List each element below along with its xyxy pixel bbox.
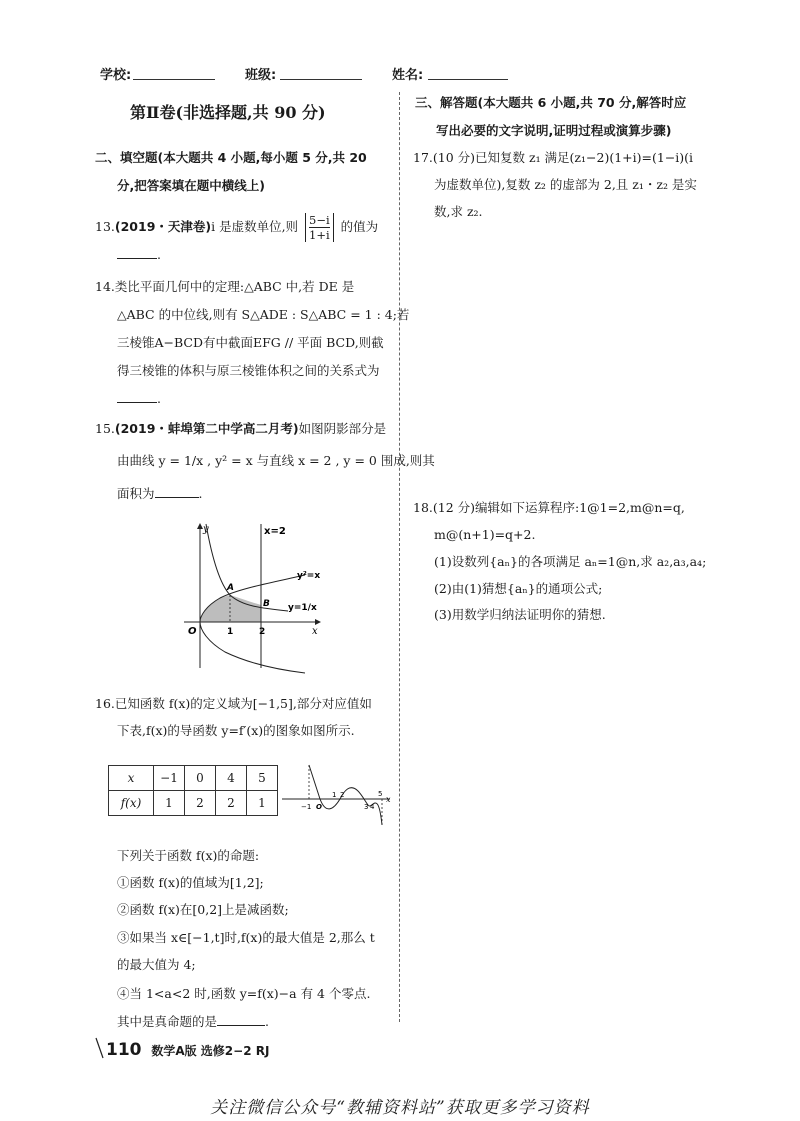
q15-source: (2019・蚌埠第二中学高二月考) xyxy=(114,421,299,436)
q16-label-3: 3 xyxy=(364,803,369,811)
q15-x-label: x xyxy=(312,626,318,637)
q13-denominator: 1+i xyxy=(309,228,330,242)
q18-line-5: (3)用数学归纳法证明你的猜想. xyxy=(434,607,606,622)
q16-item-1: ①函数 f(x)的值域为[1,2]; xyxy=(117,875,264,890)
q16-derivative-graph xyxy=(282,757,394,829)
q16-item-3-cont: 的最大值为 4; xyxy=(117,957,196,972)
q16-line-1: 16.已知函数 f(x)的定义域为[−1,5],部分对应值如 xyxy=(95,696,372,711)
q16-label-2: 2 xyxy=(340,791,345,799)
part3-title-2: 写出必要的文字说明,证明过程或演算步骤) xyxy=(436,123,672,138)
q16-label-neg1: −1 xyxy=(301,803,312,811)
q13-tail: 的值为 xyxy=(340,219,379,234)
table-cell: 0 xyxy=(185,766,216,791)
q13-abs-fraction xyxy=(305,213,334,242)
table-cell: 1 xyxy=(247,791,278,816)
q15-line3-text: 面积为 xyxy=(117,486,155,501)
q15-parabola xyxy=(200,575,305,673)
class-label: 班级: xyxy=(245,68,277,83)
q16-label-origin: O xyxy=(316,803,322,811)
column-divider xyxy=(399,92,400,1022)
q18-line-2: m@(n+1)=q+2. xyxy=(434,527,536,542)
q16-item-2: ②函数 f(x)在[0,2]上是减函数; xyxy=(117,902,289,917)
part3-title-1: 三、解答题(本大题共 6 小题,共 70 分,解答时应 xyxy=(415,95,687,110)
q14-blank xyxy=(117,391,157,403)
q14-line-4: 得三棱锥的体积与原三棱锥体积之间的关系式为 xyxy=(117,363,380,378)
q15-number: 15. xyxy=(95,421,115,436)
table-row xyxy=(109,766,278,791)
q15-graph xyxy=(180,518,330,680)
q14-answer-line: . xyxy=(117,390,161,408)
q16-closing: 其中是真命题的是 xyxy=(117,1014,218,1029)
class-blank xyxy=(280,79,362,80)
q15-x2-label: x=2 xyxy=(264,526,286,537)
q18-line-1: 18.(12 分)编辑如下运算程序:1@1=2,m@n=q, xyxy=(413,500,685,515)
q15-tick-1: 1 xyxy=(227,627,234,637)
q13-answer-line: . xyxy=(117,246,161,264)
q15-blank xyxy=(155,486,199,498)
school-blank xyxy=(133,79,215,80)
table-cell: x xyxy=(109,766,154,791)
school-label: 学校: xyxy=(100,68,132,83)
q14-line-3: 三棱锥A−BCD有中截面EFG // 平面 BCD,则截 xyxy=(117,335,384,350)
q15-point-b: B xyxy=(263,599,270,609)
q16-item-4: ④当 1<a<2 时,函数 y=f(x)−a 有 4 个零点. xyxy=(117,986,371,1001)
q15-point-a: A xyxy=(227,583,234,593)
section2-heading-1: 二、填空题(本大题共 4 小题,每小题 5 分,共 20 xyxy=(95,150,367,165)
table-cell: 2 xyxy=(185,791,216,816)
part2-title: 第Ⅱ卷(非选择题,共 90 分) xyxy=(130,103,326,122)
q15-hyperbola xyxy=(206,524,288,611)
q16-blank xyxy=(217,1014,265,1026)
q16-x-label: x xyxy=(386,795,391,804)
q18-line-3: (1)设数列{aₙ}的各项满足 aₙ=1@n,求 a₂,a₃,a₄; xyxy=(434,554,707,569)
q15-origin: O xyxy=(188,626,197,637)
table-cell: 2 xyxy=(216,791,247,816)
q14-line-1: 14.类比平面几何中的定理:△ABC 中,若 DE 是 xyxy=(95,279,355,294)
page-number: 110 xyxy=(106,1040,142,1060)
q15-tick-2: 2 xyxy=(259,627,266,637)
q15-parabola-label: y²=x xyxy=(297,571,321,581)
q13-numerator: 5−i xyxy=(309,213,330,227)
q17-line-1: 17.(10 分)已知复数 z₁ 满足(z₁−2)(1+i)=(1−i)(i xyxy=(413,150,694,165)
table-cell: 1 xyxy=(154,791,185,816)
q15-line-2: 由曲线 y = 1/x , y² = x 与直线 x = 2 , y = 0 围成,则其 xyxy=(117,453,435,468)
q18-line-4: (2)由(1)猜想{aₙ}的通项公式; xyxy=(434,581,603,596)
table-cell: f(x) xyxy=(109,791,154,816)
q13-blank xyxy=(117,247,157,259)
footer-slash xyxy=(94,1036,104,1060)
q16-value-table xyxy=(108,765,278,816)
q15-hyperbola-label: y=1/x xyxy=(288,603,317,613)
q16-closing-line: 其中是真命题的是 . xyxy=(117,1014,269,1029)
book-info: 数学A版 选修2−2 RJ xyxy=(151,1044,270,1058)
q16-item-3: ③如果当 x∈[−1,t]时,f(x)的最大值是 2,那么 t xyxy=(117,930,375,945)
q16-label-5: 5 xyxy=(378,790,383,798)
q16-line-2: 下表,f(x)的导函数 y=f′(x)的图象如图所示. xyxy=(117,723,355,738)
q16-intro: 下列关于函数 f(x)的命题: xyxy=(117,848,260,863)
name-blank xyxy=(428,79,508,80)
q15-line-3: 面积为 . xyxy=(117,486,203,501)
q13-stem: i 是虚数单位,则 xyxy=(211,219,299,234)
promo-note: 关注微信公众号“教辅资料站”获取更多学习资料 xyxy=(210,1098,590,1118)
q13-number: 13. xyxy=(95,219,115,234)
q15-shaded-region xyxy=(200,595,261,622)
q16-label-4: 4 xyxy=(370,803,375,811)
q13-source: (2019・天津卷) xyxy=(114,219,212,234)
name-label: 姓名: xyxy=(392,68,424,83)
q16-label-1: 1 xyxy=(332,791,337,799)
q17-line-3: 数,求 z₂. xyxy=(434,204,483,219)
q15-y-label: y xyxy=(203,524,209,535)
q15-line-1 xyxy=(95,420,386,438)
footer xyxy=(106,1040,269,1060)
table-cell: 5 xyxy=(247,766,278,791)
q13-line xyxy=(95,213,378,242)
q17-line-2: 为虚数单位),复数 z₂ 的虚部为 2,且 z₁・z₂ 是实 xyxy=(434,177,697,192)
q14-line-2: △ABC 的中位线,则有 S△ADE : S△ABC = 1 : 4;若 xyxy=(117,307,410,322)
table-cell: 4 xyxy=(216,766,247,791)
q15-line1-tail: 如图阴影部分是 xyxy=(298,421,387,436)
q16-derivative-curve xyxy=(309,765,382,825)
table-cell: −1 xyxy=(154,766,185,791)
section2-heading-2: 分,把答案填在题中横线上) xyxy=(117,178,265,193)
table-row xyxy=(109,791,278,816)
